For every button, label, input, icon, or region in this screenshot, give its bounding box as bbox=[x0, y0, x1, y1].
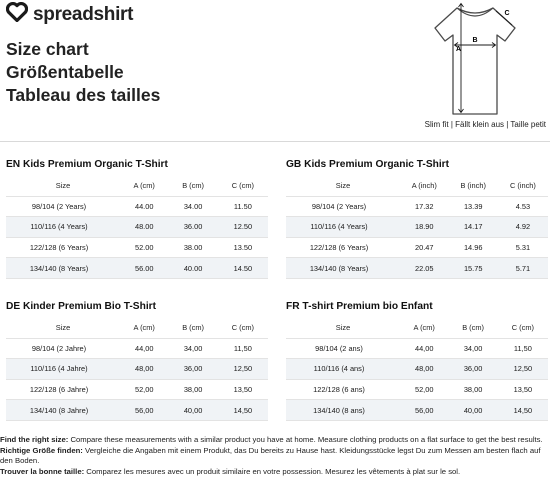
table-cell: 98/104 (2 ans) bbox=[286, 338, 400, 359]
tshirt-measurement-diagram bbox=[408, 0, 543, 123]
table-cell: 13,50 bbox=[218, 379, 268, 400]
table-title: FR T-shirt Premium bio Enfant bbox=[286, 301, 433, 312]
table-cell: 52,00 bbox=[400, 379, 448, 400]
table-cell: 11,50 bbox=[498, 338, 548, 359]
page-titles bbox=[6, 38, 160, 107]
note-label: Trouver la bonne taille: bbox=[0, 466, 85, 476]
table-row bbox=[286, 196, 548, 217]
table-row bbox=[6, 338, 268, 359]
table-header-row bbox=[6, 318, 268, 338]
table-cell: 98/104 (2 Years) bbox=[6, 196, 120, 217]
table-cell: 5.31 bbox=[498, 237, 548, 258]
table-cell: 4.53 bbox=[498, 196, 548, 217]
table-cell: 98/104 (2 Jahre) bbox=[6, 338, 120, 359]
diagram-label-a: A bbox=[455, 46, 462, 53]
note-fr bbox=[0, 467, 550, 478]
column-header: C (cm) bbox=[218, 176, 268, 196]
table-cell: 15.75 bbox=[449, 258, 498, 279]
table-cell: 122/128 (6 Years) bbox=[286, 237, 400, 258]
table-cell: 122/128 (6 Years) bbox=[6, 237, 120, 258]
column-header: Size bbox=[6, 176, 120, 196]
table-cell: 110/116 (4 Years) bbox=[286, 217, 400, 238]
size-table-en bbox=[6, 159, 268, 279]
size-table bbox=[6, 176, 268, 279]
table-cell: 40,00 bbox=[168, 400, 217, 421]
table-cell: 134/140 (8 Years) bbox=[286, 258, 400, 279]
table-row bbox=[286, 217, 548, 238]
table-row bbox=[286, 359, 548, 380]
size-table bbox=[6, 318, 268, 421]
table-row bbox=[286, 258, 548, 279]
column-header: Size bbox=[286, 176, 400, 196]
table-cell: 38,00 bbox=[448, 379, 497, 400]
title-fr: Tableau des tailles bbox=[6, 85, 161, 105]
tshirt-outline-icon bbox=[408, 0, 543, 118]
title-de: Größentabelle bbox=[6, 62, 124, 82]
size-table-fr bbox=[286, 301, 548, 421]
table-cell: 34,00 bbox=[448, 338, 497, 359]
column-header: B (cm) bbox=[168, 176, 217, 196]
table-row bbox=[286, 237, 548, 258]
table-cell: 52,00 bbox=[120, 379, 168, 400]
table-title: DE Kinder Premium Bio T-Shirt bbox=[6, 301, 157, 312]
note-de bbox=[0, 446, 550, 467]
heart-logo-icon bbox=[6, 2, 28, 27]
table-cell: 110/116 (4 ans) bbox=[286, 359, 400, 380]
table-cell: 14,50 bbox=[498, 400, 548, 421]
table-cell: 110/116 (4 Years) bbox=[6, 217, 120, 238]
table-row bbox=[6, 196, 268, 217]
column-header: Size bbox=[286, 318, 400, 338]
table-cell: 14.17 bbox=[449, 217, 498, 238]
note-text: Comparez les mesures avec un produit similaire en votre possession. Mesurez les vêtements à plat sur le sol. bbox=[84, 466, 461, 476]
table-row bbox=[6, 359, 268, 380]
table-cell: 11,50 bbox=[218, 338, 268, 359]
table-header-row bbox=[286, 318, 548, 338]
table-cell: 36.00 bbox=[168, 217, 217, 238]
table-cell: 44,00 bbox=[400, 338, 448, 359]
table-row bbox=[6, 400, 268, 421]
table-cell: 110/116 (4 Jahre) bbox=[6, 359, 120, 380]
table-row bbox=[286, 400, 548, 421]
table-cell: 13,50 bbox=[498, 379, 548, 400]
table-cell: 56,00 bbox=[120, 400, 168, 421]
table-cell: 48,00 bbox=[120, 359, 168, 380]
note-en bbox=[0, 435, 550, 446]
size-table bbox=[286, 318, 548, 421]
table-cell: 18.90 bbox=[400, 217, 449, 238]
table-title: EN Kids Premium Organic T-Shirt bbox=[6, 159, 168, 170]
column-header: A (inch) bbox=[400, 176, 449, 196]
table-cell: 52.00 bbox=[120, 237, 168, 258]
fit-note: Slim fit | Fällt klein aus | Taille petit bbox=[424, 120, 546, 129]
table-cell: 36,00 bbox=[168, 359, 217, 380]
table-cell: 134/140 (8 Years) bbox=[6, 258, 120, 279]
header-divider bbox=[0, 141, 550, 142]
table-cell: 134/140 (8 ans) bbox=[286, 400, 400, 421]
table-cell: 122/128 (6 ans) bbox=[286, 379, 400, 400]
table-header-row bbox=[6, 176, 268, 196]
note-label: Find the right size: bbox=[0, 435, 69, 444]
table-row bbox=[6, 237, 268, 258]
table-cell: 17.32 bbox=[400, 196, 449, 217]
table-cell: 13.50 bbox=[218, 237, 268, 258]
table-cell: 134/140 (8 Jahre) bbox=[6, 400, 120, 421]
table-cell: 12,50 bbox=[498, 359, 548, 380]
note-label: Richtige Größe finden: bbox=[0, 445, 83, 455]
brand-logo bbox=[6, 2, 133, 27]
table-cell: 14,50 bbox=[218, 400, 268, 421]
table-cell: 48.00 bbox=[120, 217, 168, 238]
size-table bbox=[286, 176, 548, 279]
table-cell: 12,50 bbox=[218, 359, 268, 380]
table-row bbox=[6, 217, 268, 238]
table-cell: 34.00 bbox=[168, 196, 217, 217]
table-cell: 4.92 bbox=[498, 217, 548, 238]
column-header: A (cm) bbox=[400, 318, 448, 338]
size-table-gb bbox=[286, 159, 548, 279]
size-table-de bbox=[6, 301, 268, 421]
note-text: Vergleiche die Angaben mit einem Produkt, das Du bereits zu Hause hast. Kleidungsstücke legst Du zum Messen am besten flach auf den Boden. bbox=[0, 445, 541, 466]
table-cell: 98/104 (2 Years) bbox=[286, 196, 400, 217]
table-title: GB Kids Premium Organic T-Shirt bbox=[286, 159, 450, 170]
table-row bbox=[286, 338, 548, 359]
column-header: C (cm) bbox=[498, 318, 548, 338]
column-header: A (cm) bbox=[120, 318, 168, 338]
column-header: Size bbox=[6, 318, 120, 338]
table-cell: 34,00 bbox=[168, 338, 217, 359]
brand-name: spreadshirt bbox=[33, 3, 134, 25]
table-cell: 12.50 bbox=[218, 217, 268, 238]
table-cell: 5.71 bbox=[498, 258, 548, 279]
diagram-label-c: C bbox=[504, 10, 510, 17]
table-cell: 122/128 (6 Jahre) bbox=[6, 379, 120, 400]
table-cell: 14.50 bbox=[218, 258, 268, 279]
note-text: Compare these measurements with a similar product you have at home. Measure clothing products on a flat surface to get the best results. bbox=[68, 435, 543, 444]
table-cell: 56,00 bbox=[400, 400, 448, 421]
column-header: C (cm) bbox=[218, 318, 268, 338]
title-en: Size chart bbox=[6, 39, 89, 59]
table-cell: 40,00 bbox=[448, 400, 497, 421]
column-header: B (cm) bbox=[168, 318, 217, 338]
column-header: A (cm) bbox=[120, 176, 168, 196]
table-cell: 38.00 bbox=[168, 237, 217, 258]
measurement-notes bbox=[0, 435, 550, 477]
table-cell: 22.05 bbox=[400, 258, 449, 279]
table-cell: 11.50 bbox=[218, 196, 268, 217]
table-cell: 44,00 bbox=[120, 338, 168, 359]
table-cell: 38,00 bbox=[168, 379, 217, 400]
table-header-row bbox=[286, 176, 548, 196]
table-cell: 56.00 bbox=[120, 258, 168, 279]
table-cell: 44.00 bbox=[120, 196, 168, 217]
table-cell: 48,00 bbox=[400, 359, 448, 380]
table-cell: 20.47 bbox=[400, 237, 449, 258]
table-row bbox=[286, 379, 548, 400]
table-row bbox=[6, 379, 268, 400]
table-row bbox=[6, 258, 268, 279]
column-header: C (inch) bbox=[498, 176, 548, 196]
column-header: B (cm) bbox=[448, 318, 497, 338]
table-cell: 40.00 bbox=[168, 258, 217, 279]
column-header: B (inch) bbox=[449, 176, 498, 196]
diagram-label-b: B bbox=[472, 37, 478, 44]
table-cell: 13.39 bbox=[449, 196, 498, 217]
table-cell: 36,00 bbox=[448, 359, 497, 380]
table-cell: 14.96 bbox=[449, 237, 498, 258]
